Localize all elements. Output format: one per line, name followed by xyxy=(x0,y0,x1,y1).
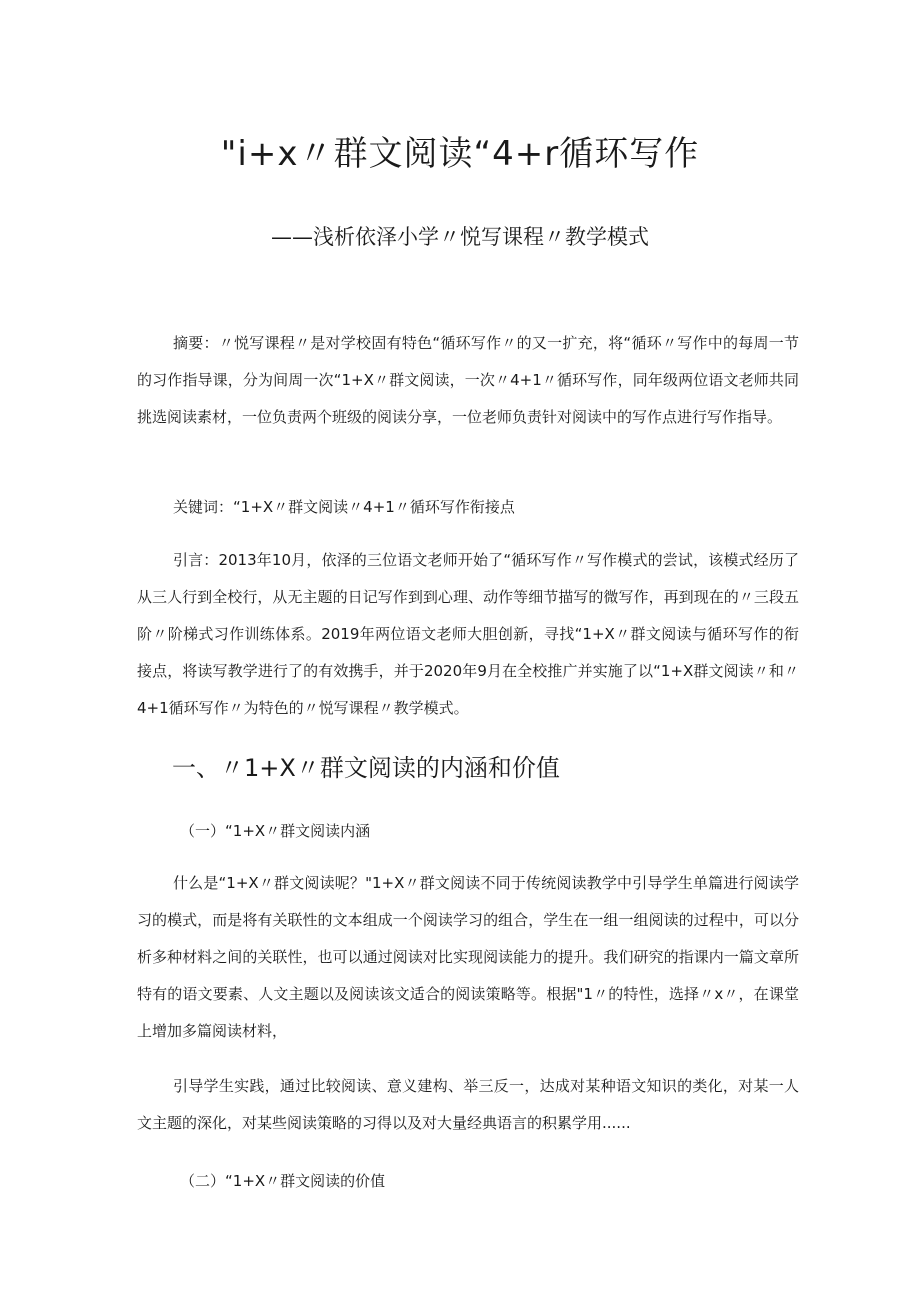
keywords-paragraph: 关键词：“1+X〃群文阅读〃4+1〃循环写作衔接点 xyxy=(173,498,515,516)
section-1-heading: 一、〃1+X〃群文阅读的内涵和价值 xyxy=(172,754,560,782)
document-subtitle: ——浅析依泽小学〃悦写课程〃教学模式 xyxy=(271,225,649,249)
abstract-paragraph: 摘要：〃悦写课程〃是对学校固有特色“循环写作〃的又一扩充，将“循环〃写作中的每周一节的习作指导课，分为间周一次“1+X〃群文阅读，一次〃4+1〃循环写作，同年级两位语文老师共同挑选阅读素材，一位负责两个班级的阅读分享，一位老师负责针对阅读中的写作点进行写作指导。 xyxy=(137,334,799,426)
document-title: "i+x〃群文阅读“4+r循环写作 xyxy=(220,134,700,174)
subsection-1-paragraph-2: 引导学生实践，通过比较阅读、意义建构、举三反一，达成对某种语文知识的类化，对某一人文主题的深化，对某些阅读策略的习得以及对大量经典语言的积累学用...... xyxy=(137,1077,799,1132)
subsection-1-heading: （一）“1+X〃群文阅读内涵 xyxy=(180,822,371,840)
intro-paragraph: 引言：2013年10月，依泽的三位语文老师开始了“循环写作〃写作模式的尝试，该模式经历了从三人行到全校行，从无主题的日记写作到到心理、动作等细节描写的微写作，再到现在的〃三段五阶〃阶梯式习作训练体系。2019年两位语文老师大胆创新，寻找“1+X〃群文阅读与循环写作的衔接点，将读写教学进行了的有效携手，并于2020年9月在全校推广并实施了以“1+X群文阅读〃和〃4+1循环写作〃为特色的〃悦写课程〃教学模式。 xyxy=(137,551,799,717)
subsection-1-paragraph-1: 什么是“1+X〃群文阅读呢？"1+X〃群文阅读不同于传统阅读教学中引导学生单篇进行阅读学习的模式，而是将有关联性的文本组成一个阅读学习的组合，学生在一组一组阅读的过程中，可以分析多种材料之间的关联性，也可以通过阅读对比实现阅读能力的提升。我们研究的指课内一篇文章所特有的语文要素、人文主题以及阅读该文适合的阅读策略等。根据"1〃的特性，选择〃x〃，在课堂上增加多篇阅读材料， xyxy=(137,874,799,1040)
subsection-2-heading: （二）“1+X〃群文阅读的价值 xyxy=(180,1172,386,1190)
